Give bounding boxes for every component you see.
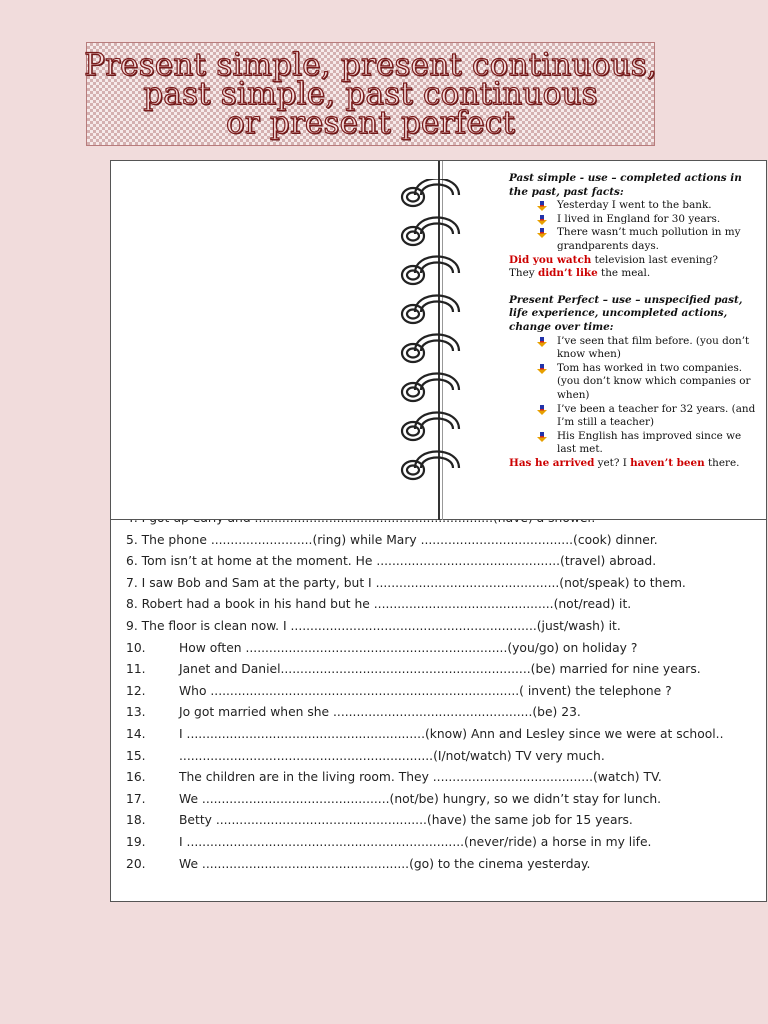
title-line-2: past simple, past continuous bbox=[143, 75, 598, 112]
example-item bbox=[509, 199, 761, 213]
spiral-ring-icon bbox=[402, 179, 459, 206]
exercise-item bbox=[126, 854, 758, 876]
exercise-text: Tom isn’t at home at the moment. He ...............................................(travel) abroad. bbox=[141, 554, 657, 569]
exercise-text: I .......................................................................(never/ride) a horse in my life. bbox=[179, 834, 652, 849]
exercise-item bbox=[126, 681, 758, 703]
exercise-text: I saw Bob and Sam at the party, but I ...............................................(not/speak) to them. bbox=[141, 575, 686, 590]
exercise-item bbox=[126, 616, 758, 638]
exercise-number: 20. bbox=[126, 856, 146, 871]
exercise-text: I .............................................................(know) Ann and Lesley since we were at school.. bbox=[179, 726, 724, 741]
example-text: His English has improved since we last met. bbox=[557, 429, 742, 456]
plain-text: yet? I bbox=[594, 456, 631, 469]
plain-text: there. bbox=[704, 456, 740, 469]
exercise-number: 14. bbox=[126, 726, 146, 741]
spiral-ring-icon bbox=[402, 296, 459, 324]
exercise-text: Robert had a book in his hand but he ..............................................(not/read) it. bbox=[141, 597, 632, 612]
past-simple-heading: Past simple - use – completed actions in the past, past facts: bbox=[509, 172, 742, 198]
exercise-text: Jo got married when she ...................................................(be) 23. bbox=[179, 705, 581, 720]
exercise-item bbox=[126, 702, 758, 724]
highlight-red: didn’t like bbox=[537, 267, 598, 280]
exercise-text: Betty ......................................................(have) the same job for 15 years. bbox=[179, 813, 633, 828]
example-text: There wasn’t much pollution in my grandparents days. bbox=[557, 226, 741, 252]
highlight-red: haven’t been bbox=[630, 456, 705, 469]
exercise-text: The children are in the living room. They .........................................(watch) TV. bbox=[179, 770, 662, 785]
example-item bbox=[509, 362, 761, 403]
exercise-text: How often ...................................................................(you/go) on holiday ? bbox=[179, 640, 638, 655]
plain-text: They bbox=[509, 267, 538, 280]
exercise-list bbox=[126, 508, 758, 875]
example-text: I’ve seen that film before. (you don’t know when) bbox=[557, 334, 750, 361]
present-perfect-examples bbox=[509, 335, 761, 457]
example-item bbox=[509, 335, 761, 362]
grammar-notes bbox=[509, 172, 761, 470]
example-item bbox=[509, 403, 761, 430]
title-line-1: Present simple, present continuous, bbox=[84, 46, 657, 83]
exercise-number: 6. bbox=[126, 554, 138, 569]
exercise-number: 17. bbox=[126, 791, 146, 806]
arrow-bullet-icon bbox=[537, 228, 547, 238]
exercise-number: 9. bbox=[126, 618, 138, 633]
arrow-bullet-icon bbox=[537, 405, 547, 415]
exercise-number: 11. bbox=[126, 662, 146, 677]
exercise-item bbox=[126, 551, 758, 573]
exercise-item bbox=[126, 789, 758, 811]
exercise-item bbox=[126, 724, 758, 746]
exercise-item bbox=[126, 638, 758, 660]
exercise-item bbox=[126, 810, 758, 832]
exercise-item bbox=[126, 746, 758, 768]
exercise-number: 16. bbox=[126, 770, 146, 785]
exercise-sheet bbox=[110, 460, 767, 902]
exercise-item bbox=[126, 832, 758, 854]
exercise-item bbox=[126, 659, 758, 681]
example-item bbox=[509, 226, 761, 253]
spiral-ring-icon bbox=[402, 374, 459, 402]
arrow-bullet-icon bbox=[537, 337, 547, 347]
exercise-number: 5. bbox=[126, 532, 138, 547]
exercise-number: 15. bbox=[126, 748, 146, 763]
example-text: I lived in England for 30 years. bbox=[557, 212, 721, 225]
spiral-ring-icon bbox=[402, 218, 459, 246]
exercise-item bbox=[126, 594, 758, 616]
exercise-item bbox=[126, 530, 758, 552]
highlight-red: Has he arrived bbox=[509, 456, 595, 469]
highlight-red: Did you watch bbox=[509, 253, 592, 266]
exercise-number: 18. bbox=[126, 813, 146, 828]
past-simple-examples bbox=[509, 199, 761, 253]
past-simple-negative bbox=[509, 267, 761, 281]
exercise-text: The floor is clean now. I ...............................................................(just/wash) it. bbox=[141, 618, 621, 633]
example-text: I’ve been a teacher for 32 years. (and I’m still a teacher) bbox=[557, 402, 756, 429]
present-perfect-heading: Present Perfect – use – unspecified past, life experience, uncompleted actions, change over time: bbox=[509, 293, 743, 333]
spiral-ring-icon bbox=[402, 452, 459, 480]
exercise-number: 13. bbox=[126, 705, 146, 720]
exercise-item bbox=[126, 573, 758, 595]
present-perfect-examples-line bbox=[509, 457, 761, 471]
arrow-bullet-icon bbox=[537, 201, 547, 211]
arrow-bullet-icon bbox=[537, 215, 547, 225]
example-item bbox=[509, 213, 761, 227]
exercise-text: .................................................................(I/not/watch) TV very much. bbox=[179, 748, 605, 763]
spiral-ring-icon bbox=[402, 335, 459, 363]
spiral-ring-icon bbox=[402, 413, 459, 441]
title-line-3: or present perfect bbox=[225, 104, 516, 141]
exercise-text: Janet and Daniel................................................................(be) married for nine years. bbox=[179, 662, 701, 677]
plain-text: the meal. bbox=[597, 267, 651, 280]
example-text: Tom has worked in two companies. (you don’t know which companies or when) bbox=[557, 361, 751, 401]
exercise-item bbox=[126, 767, 758, 789]
exercise-text: The phone ..........................(ring) while Mary .......................................(cook) dinner. bbox=[141, 532, 658, 547]
exercise-text: We .....................................................(go) to the cinema yesterday. bbox=[179, 856, 591, 871]
title-banner bbox=[86, 42, 655, 146]
arrow-bullet-icon bbox=[537, 364, 547, 374]
example-item bbox=[509, 430, 761, 457]
exercise-text: Who ...............................................................................( invent) the telephone ? bbox=[179, 683, 672, 698]
spiral-rings-icon bbox=[397, 179, 477, 509]
example-text: Yesterday I went to the bank. bbox=[557, 199, 712, 212]
exercise-number: 7. bbox=[126, 575, 138, 590]
exercise-number: 8. bbox=[126, 597, 138, 612]
exercise-number: 10. bbox=[126, 640, 146, 655]
arrow-bullet-icon bbox=[537, 432, 547, 442]
exercise-number: 12. bbox=[126, 683, 146, 698]
plain-text: television last evening? bbox=[591, 253, 718, 266]
spiral-ring-icon bbox=[402, 257, 459, 285]
past-simple-question bbox=[509, 254, 761, 268]
exercise-text: We ................................................(not/be) hungry, so we didn’t stay for lunch. bbox=[179, 791, 662, 806]
grammar-notebook bbox=[110, 160, 767, 520]
exercise-number: 19. bbox=[126, 834, 146, 849]
